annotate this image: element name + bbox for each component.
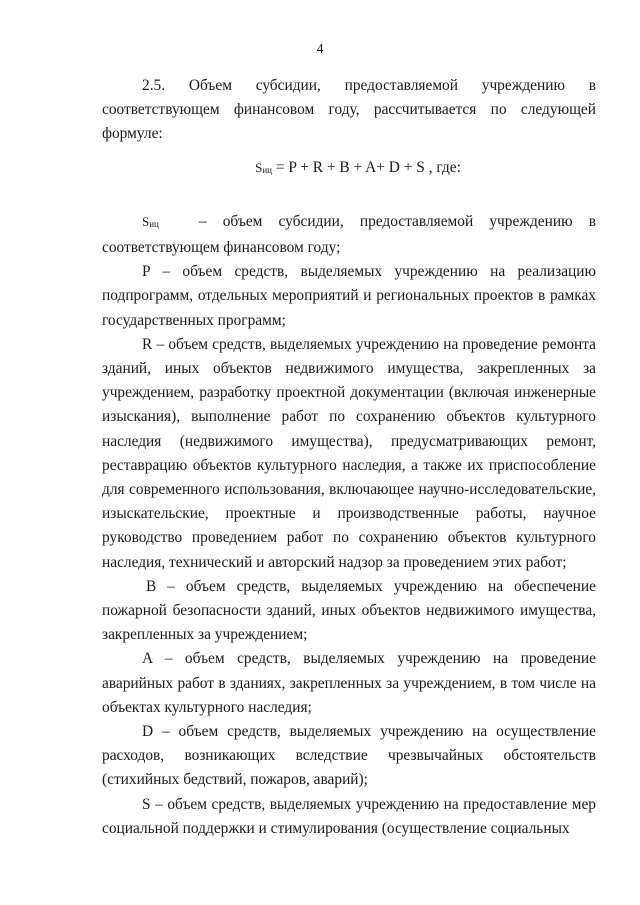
formula <box>102 156 596 182</box>
definition-d: D – объем средств, выделяемых учреждению на осуществление расходов, возникающих вследствие чрезвычайных обстоятельств (стихийных бедствий, пожаров, аварий); <box>102 723 596 789</box>
document-body <box>102 74 596 841</box>
definition-symbol: S <box>142 213 150 229</box>
definition-s-total <box>102 210 596 260</box>
definition-a: A – объем средств, выделяемых учреждению на проведение аварийных работ в зданиях, закрепленных за учреждением, в том числе на объектах культурного наследия; <box>102 650 596 716</box>
formula-lhs-subscript: иц <box>262 164 272 175</box>
page-number: 4 <box>316 42 324 57</box>
formula-rhs: = P + R + B + A+ D + S , где: <box>271 158 461 176</box>
formula-lhs-symbol: S <box>255 159 263 175</box>
definition-s-social: S – объем средств, выделяемых учреждению на предоставление мер социальной поддержки и стимулирования (осуществление социальных <box>102 795 596 837</box>
paragraph-intro: 2.5. Объем субсидии, предоставляемой учреждению в соответствующем финансовом году, рассчитывается по следующей формуле: <box>102 77 596 143</box>
definition-subscript: иц <box>149 218 159 229</box>
definition-r: R – объем средств, выделяемых учреждению на проведение ремонта зданий, иных объектов недвижимого имущества, закрепленных за учреждением, разработку проектной документации (включая инженерные изыскания), выполнение работ по сохранению объектов культурного наследия (недвижимого имущества), предусматривающих ремонт, реставрацию объектов культурного наследия, а также их приспособление для современного использования, включающее научно-исследовательские, изыскательские, проектные и производственные работы, научное руководство проведением работ по сохранению объектов культурного наследия, технический и авторский надзор за проведением этих работ; <box>102 335 596 571</box>
definition-p: P – объем средств, выделяемых учреждению на реализацию подпрограмм, отдельных мероприятий и региональных проектов в рамках государственных программ; <box>102 263 596 329</box>
definition-text: – объем субсидии, предоставляемой учреждению в соответствующем финансовом году; <box>102 212 596 257</box>
definition-b: B – объем средств, выделяемых учреждению на обеспечение пожарной безопасности зданий, иных объектов недвижимого имущества, закрепленных за учреждением; <box>102 577 596 644</box>
